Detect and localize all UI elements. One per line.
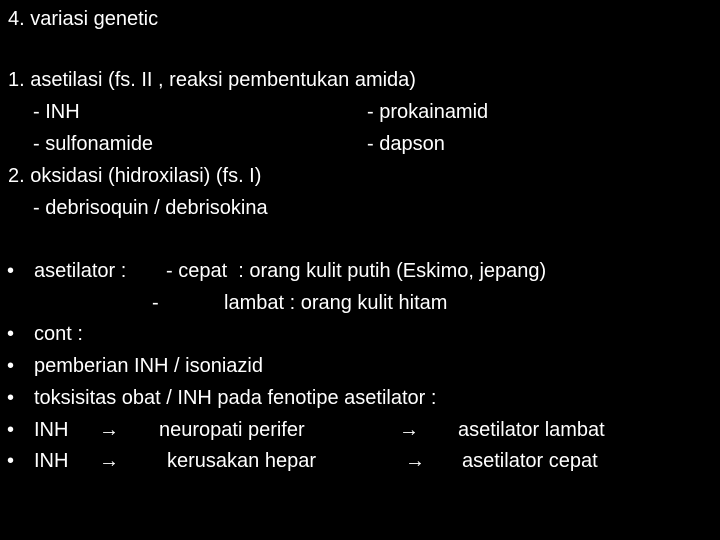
bullet-toxicity: toksisitas obat / INH pada fenotipe asetilator : xyxy=(34,387,437,409)
drug-debrisoquin: - debrisoquin / debrisokina xyxy=(33,197,268,219)
bullet-marker: • xyxy=(7,450,15,472)
acetylator-slow-dash: - xyxy=(152,292,159,314)
right-arrow-icon: → xyxy=(99,450,119,472)
bullet-inh-administration: pemberian INH / isoniazid xyxy=(34,355,263,377)
bullet-marker: • xyxy=(7,323,15,345)
drug-inh: - INH xyxy=(33,101,80,123)
acetylator-slow: lambat : orang kulit hitam xyxy=(224,292,448,314)
arrow-row-effect: kerusakan hepar xyxy=(167,450,316,472)
acetylator-label: asetilator : xyxy=(34,260,127,282)
bullet-marker: • xyxy=(7,419,15,441)
arrow-row-result: asetilator cepat xyxy=(462,450,598,472)
right-arrow-icon: → xyxy=(99,419,119,441)
arrow-row-result: asetilator lambat xyxy=(458,419,605,441)
right-arrow-icon: → xyxy=(399,419,419,441)
arrow-row-effect: neuropati perifer xyxy=(159,419,305,441)
right-arrow-icon: → xyxy=(405,450,425,472)
bullet-cont: cont : xyxy=(34,323,83,345)
drug-prokainamid: - prokainamid xyxy=(367,101,489,123)
drug-dapson: - dapson xyxy=(367,133,445,155)
oxidation-heading: 2. oksidasi (hidroxilasi) (fs. I) xyxy=(8,165,262,187)
bullet-marker: • xyxy=(7,260,15,282)
arrow-row-drug: INH xyxy=(34,419,69,441)
acetylation-heading: 1. asetilasi (fs. II , reaksi pembentukan amida) xyxy=(8,69,416,91)
slide-title: 4. variasi genetic xyxy=(8,8,159,30)
bullet-marker: • xyxy=(7,387,15,409)
acetylator-fast: - cepat : orang kulit putih (Eskimo, jepang) xyxy=(166,260,547,282)
bullet-marker: • xyxy=(7,355,15,377)
drug-sulfonamide: - sulfonamide xyxy=(33,133,154,155)
arrow-row-drug: INH xyxy=(34,450,69,472)
